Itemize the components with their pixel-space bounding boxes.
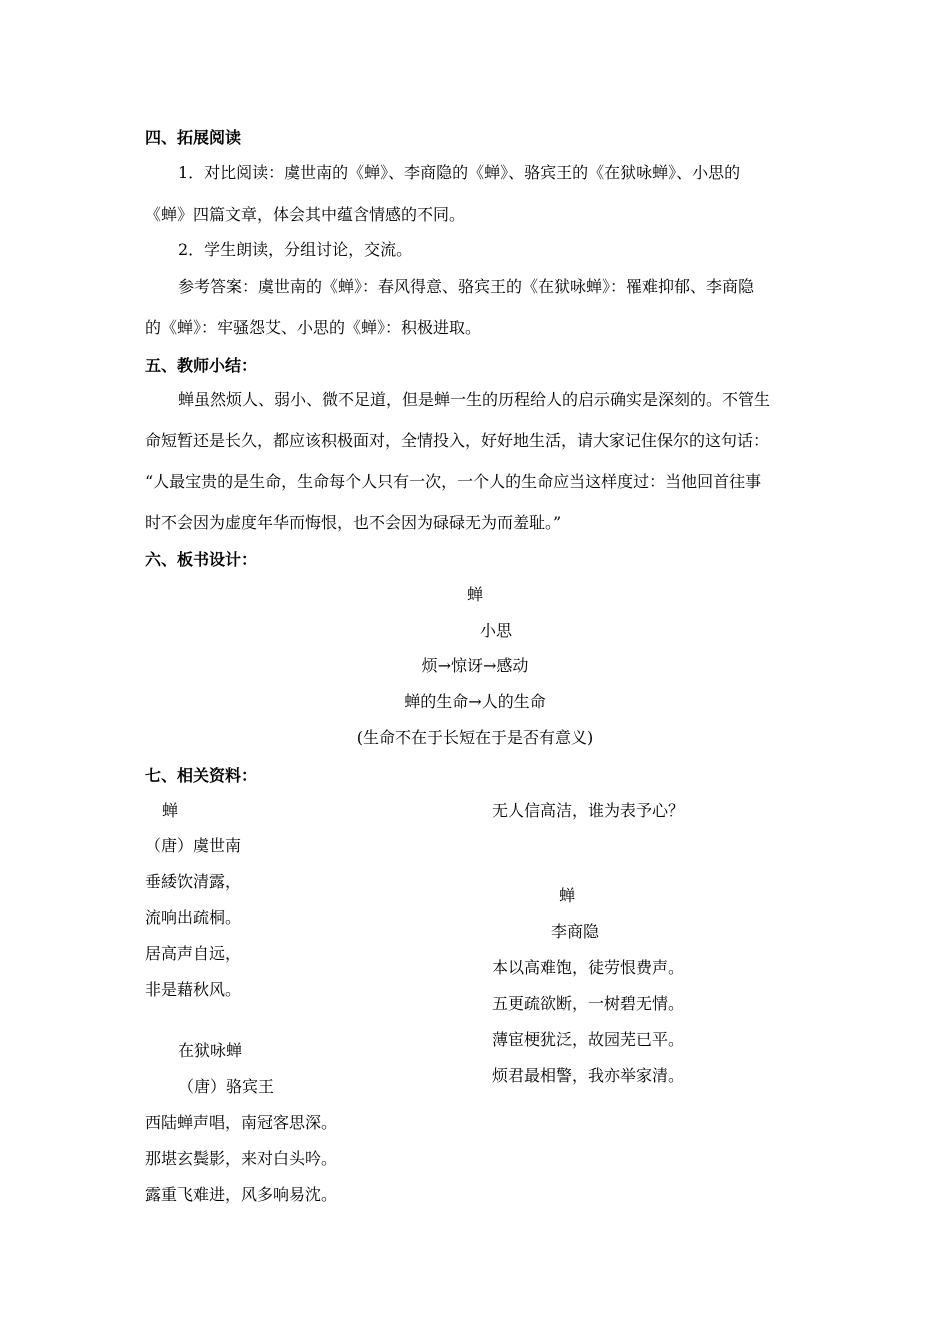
poem-3-line: 薄宦梗犹泛，故园芜已平。 xyxy=(492,1030,685,1049)
section-4-heading: 四、拓展阅读 xyxy=(145,128,242,147)
section-5-line-2: 命短暂还是长久，都应该积极面对，全情投入，好好地生活，请大家记住保尔的这句话： xyxy=(145,431,770,450)
section-4-paragraph-2: 2．学生朗读，分组讨论，交流。 xyxy=(178,240,413,259)
section-5-line-4: 时不会因为虚度年华而悔恨，也不会因为碌碌无为而羞耻。” xyxy=(145,513,562,532)
poem-3-line: 烦君最相警，我亦举家清。 xyxy=(492,1066,685,1085)
board-flow-1: 烦→惊讶→感动 xyxy=(421,656,529,675)
section-6-heading: 六、板书设计： xyxy=(145,550,258,569)
section-4-paragraph-1-line-2: 《蝉》四篇文章，体会其中蕴含情感的不同。 xyxy=(145,205,466,224)
section-5-heading: 五、教师小结： xyxy=(145,356,258,375)
poem-2-line: 那堪玄鬓影，来对白头吟。 xyxy=(145,1149,338,1168)
poem-3-line: 本以高难饱，徒劳恨费声。 xyxy=(492,958,685,977)
poem-1-line: 非是藉秋风。 xyxy=(145,980,242,999)
poem-3-title: 蝉 xyxy=(559,886,576,905)
board-author: 小思 xyxy=(480,621,513,640)
section-5-line-1: 蝉虽然烦人、弱小、微不足道，但是蝉一生的历程给人的启示确实是深刻的。不管生 xyxy=(178,390,771,409)
poem-1-line: 居高声自远， xyxy=(145,944,242,963)
section-4-paragraph-1-line-1: 1．对比阅读：虞世南的《蝉》、李商隐的《蝉》、骆宾王的《在狱咏蝉》、小思的 xyxy=(178,163,741,182)
section-4-answer-line-2: 的《蝉》：牢骚怨艾、小思的《蝉》：积极进取。 xyxy=(145,318,482,337)
section-4-answer-line-1: 参考答案：虞世南的《蝉》：春风得意、骆宾王的《在狱咏蝉》：罹难抑郁、李商隐 xyxy=(178,277,755,296)
board-title: 蝉 xyxy=(466,585,483,604)
poem-1-author: （唐）虞世南 xyxy=(145,836,242,855)
board-note: (生命不在于长短在于是否有意义) xyxy=(356,728,594,747)
poem-3-line: 五更疏欲断，一树碧无情。 xyxy=(492,994,685,1013)
poem-1-line: 流响出疏桐。 xyxy=(145,908,242,927)
poem-2-line: 露重飞难进，风多响易沈。 xyxy=(145,1185,338,1204)
section-7-heading: 七、相关资料： xyxy=(145,766,258,785)
board-flow-2: 蝉的生命→人的生命 xyxy=(404,692,546,711)
section-5-line-3: “人最宝贵的是生命，生命每个人只有一次，一个人的生命应当这样度过：当他回首往事 xyxy=(145,472,762,491)
poem-2-author: （唐）骆宾王 xyxy=(178,1077,275,1096)
poem-2-last-line: 无人信高洁，谁为表予心？ xyxy=(492,801,685,820)
poem-2-title: 在狱咏蝉 xyxy=(178,1041,243,1060)
poem-2-line: 西陆蝉声唱，南冠客思深。 xyxy=(145,1113,338,1132)
poem-1-line: 垂緌饮清露， xyxy=(145,872,242,891)
poem-1-title: 蝉 xyxy=(162,801,179,820)
poem-3-author: 李商隐 xyxy=(551,922,600,941)
